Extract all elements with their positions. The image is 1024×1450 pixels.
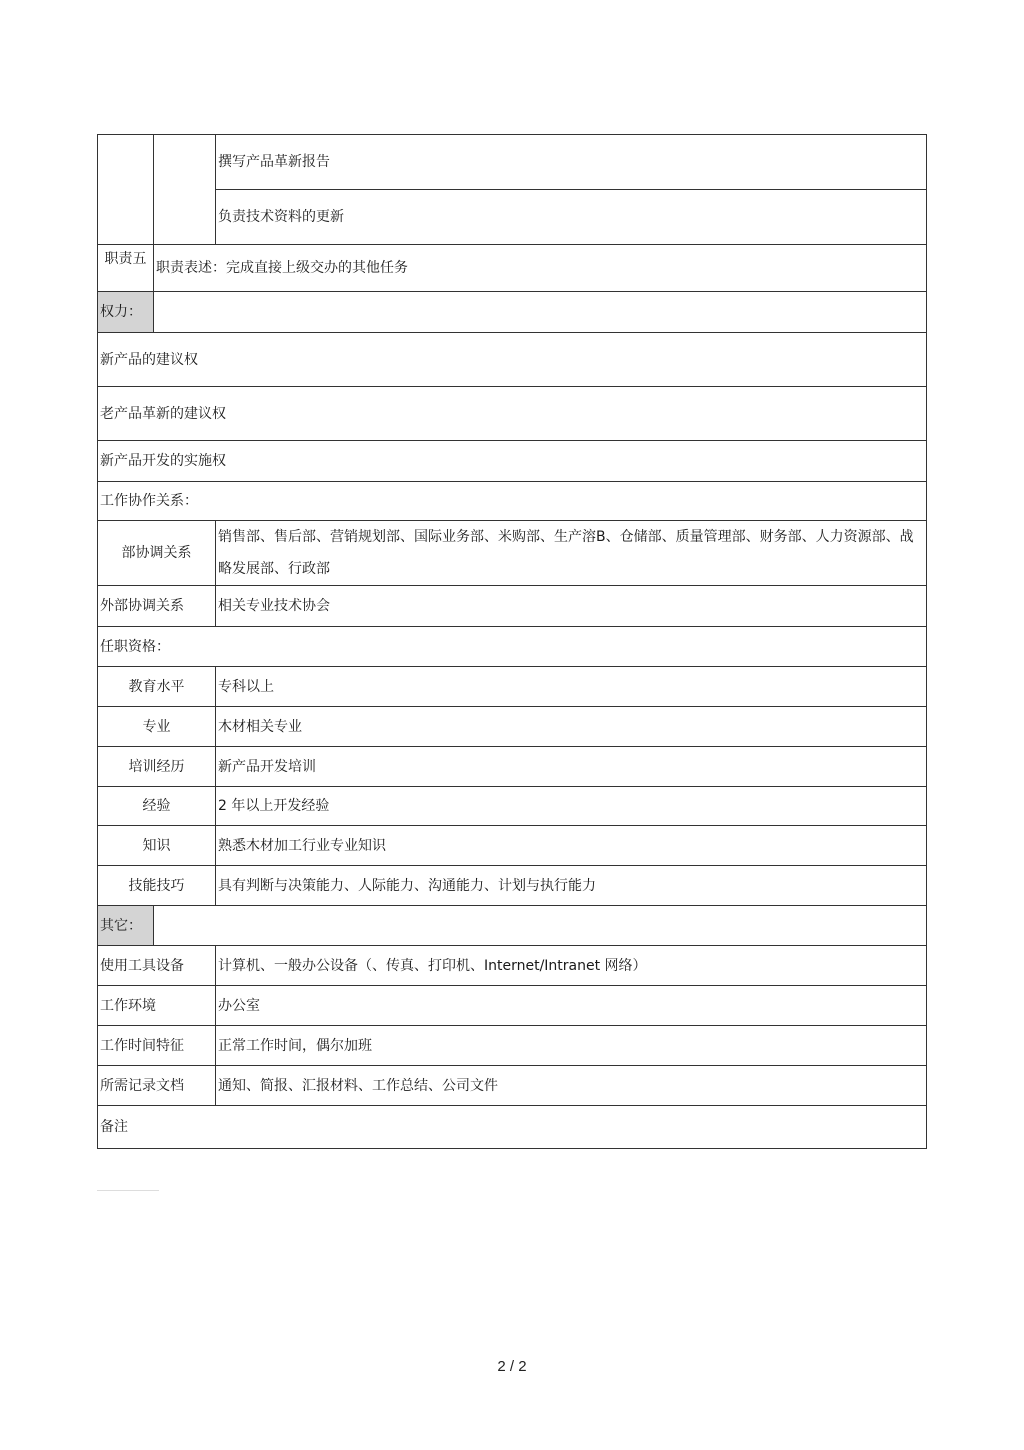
- table-row: [98, 245, 927, 292]
- environment-label: 工作环境: [98, 986, 216, 1026]
- empty-cell: [98, 135, 154, 245]
- internal-coordination-value: 销售部、售后部、营销规划部、国际业务部、米购部、生产溶B、仓储部、质量管理部、财务部、人力资源部、战略发展部、行政部: [216, 521, 927, 586]
- authority-item: 老产品革新的建议权: [98, 387, 927, 441]
- table-row: [98, 441, 927, 482]
- training-label: 培训经历: [98, 747, 216, 787]
- duty-item: 负责技术资料的更新: [216, 190, 927, 245]
- tools-label: 使用工具设备: [98, 946, 216, 986]
- documents-label: 所需记录文档: [98, 1066, 216, 1106]
- empty-cell: [154, 906, 927, 946]
- table-row: [98, 667, 927, 707]
- major-value: 木材相关专业: [216, 707, 927, 747]
- remarks-label: 备注: [98, 1106, 927, 1149]
- duty5-description: 职责表述：完成直接上级交办的其他任务: [154, 245, 927, 292]
- authority-item: 新产品的建议权: [98, 333, 927, 387]
- table-row: [98, 482, 927, 521]
- education-label: 教育水平: [98, 667, 216, 707]
- job-description-table: [97, 134, 927, 1149]
- table-row: [98, 707, 927, 747]
- skills-value: 具有判断与决策能力、人际能力、沟通能力、计划与执行能力: [216, 866, 927, 906]
- training-value: 新产品开发培训: [216, 747, 927, 787]
- skills-label: 技能技巧: [98, 866, 216, 906]
- table-row: [98, 333, 927, 387]
- empty-cell: [154, 135, 216, 245]
- work-time-label: 工作时间特征: [98, 1026, 216, 1066]
- external-coordination-value: 相关专业技术协会: [216, 586, 927, 627]
- authority-heading: 权力：: [98, 292, 154, 333]
- knowledge-value: 熟悉木材加工行业专业知识: [216, 826, 927, 866]
- education-value: 专科以上: [216, 667, 927, 707]
- experience-label: 经验: [98, 787, 216, 826]
- collaboration-heading: 工作协作关系：: [98, 482, 927, 521]
- duty-item: 撰写产品革新报告: [216, 135, 927, 190]
- divider: [97, 1190, 159, 1191]
- table-row: [98, 135, 927, 190]
- environment-value: 办公室: [216, 986, 927, 1026]
- documents-value: 通知、简报、汇报材料、工作总结、公司文件: [216, 1066, 927, 1106]
- table-row: [98, 866, 927, 906]
- internal-coordination-label: 部协调关系: [98, 521, 216, 586]
- empty-cell: [154, 292, 927, 333]
- table-row: [98, 190, 927, 245]
- knowledge-label: 知识: [98, 826, 216, 866]
- table-row: [98, 826, 927, 866]
- tools-value: 计算机、一般办公设备（、传真、打印机、Internet/Intranet 网络）: [216, 946, 927, 986]
- qualifications-heading: 任职资格：: [98, 627, 927, 667]
- work-time-value: 正常工作时间，偶尔加班: [216, 1026, 927, 1066]
- authority-item: 新产品开发的实施权: [98, 441, 927, 482]
- table-row: [98, 292, 927, 333]
- table-row: [98, 1106, 927, 1149]
- external-coordination-label: 外部协调关系: [98, 586, 216, 627]
- page-number: 2 / 2: [497, 1358, 527, 1375]
- table-row: [98, 627, 927, 667]
- table-row: [98, 946, 927, 986]
- duty5-label: 职责五: [98, 245, 154, 292]
- table-row: [98, 747, 927, 787]
- table-row: [98, 787, 927, 826]
- experience-value: 2 年以上开发经验: [216, 787, 927, 826]
- table-row: [98, 586, 927, 627]
- other-heading: 其它：: [98, 906, 154, 946]
- major-label: 专业: [98, 707, 216, 747]
- table-row: [98, 906, 927, 946]
- table-row: [98, 1026, 927, 1066]
- table-row: [98, 986, 927, 1026]
- table-row: [98, 521, 927, 586]
- table-row: [98, 1066, 927, 1106]
- table-row: [98, 387, 927, 441]
